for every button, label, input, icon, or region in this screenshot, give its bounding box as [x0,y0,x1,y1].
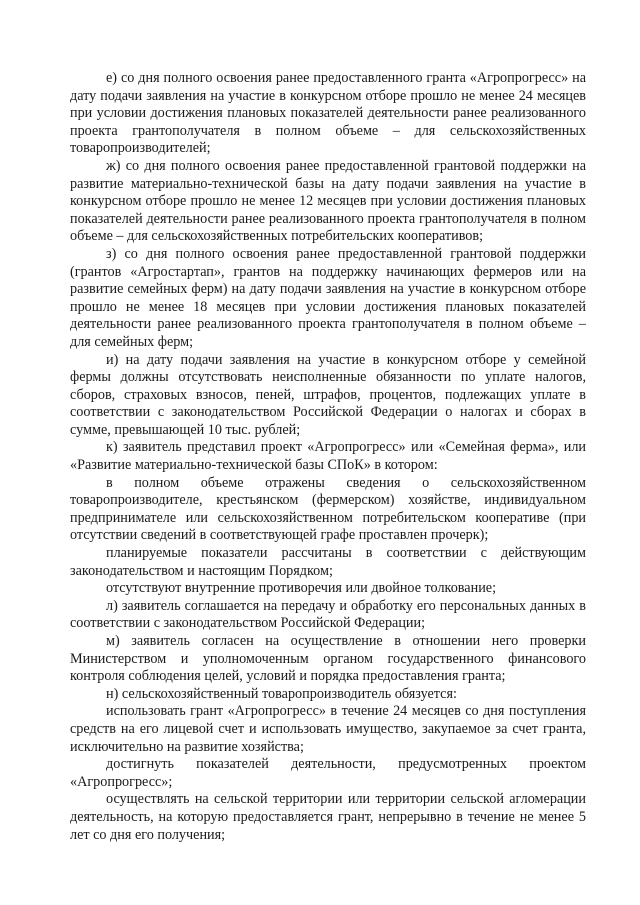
paragraph-n-item-3: осуществлять на сельской территории или территории сельской агломерации деятельность, на которую предоставляется грант, непрерывно в течение не менее 5 лет со дня его получения; [70,791,586,843]
paragraph-i: и) на дату подачи заявления на участие в конкурсном отборе у семейной фермы должны отсутствовать неисполненные обязанности по уплате налогов, сборов, страховых взносов, пеней, штрафов, процентов, подлежащих уплате в соответствии с законодательством Российской Федерации о налогах и сборах в сумме, превышающей 10 тыс. рублей; [70,351,586,438]
paragraph-z: з) со дня полного освоения ранее предоставленной грантовой поддержки (грантов «Агростартап», грантов на поддержку начинающих фермеров или на развитие семейных ферм) на дату подачи заявления на участие в конкурсном отборе прошло не менее 18 месяцев при условии достижения плановых показателей деятельности ранее реализованного проекта грантополучателя в полном объеме – для семейных ферм; [70,245,586,350]
paragraph-k-item-1: в полном объеме отражены сведения о сельскохозяйственном товаропроизводителе, крестьянском (фермерском) хозяйстве, индивидуальном предпринимателе или сельскохозяйственном потребительском кооперативе (при отсутствии сведений в соответствующей графе проставлен прочерк); [70,474,586,544]
paragraph-k-item-3: отсутствуют внутренние противоречия или двойное толкование; [106,580,497,597]
paragraph-n-item-2: достигнуть показателей деятельности, предусмотренных проектом «Агропрогресс»; [70,756,586,790]
paragraph-zh: ж) со дня полного освоения ранее предоставленной грантовой поддержки на развитие материально-технической базы на дату подачи заявления на участие в конкурсном отборе прошло не менее 12 месяцев при условии достижения плановых показателей деятельности ранее реализованного проекта грантополучателя в полном объеме – для сельскохозяйственных потребительских кооперативов; [70,157,586,245]
paragraph-n: н) сельскохозяйственный товаропроизводитель обязуется: [106,685,457,702]
paragraph-k-item-2: планируемые показатели рассчитаны в соответствии с действующим законодательством и настоящим Порядком; [70,545,586,579]
paragraph-k: к) заявитель представил проект «Агропрогресс» или «Семейная ферма», или «Развитие материально-технической базы СПоК» в котором: [70,439,586,474]
paragraph-l: л) заявитель соглашается на передачу и обработку его персональных данных в соответствии с законодательством Российской Федерации; [70,597,586,632]
paragraph-e: е) со дня полного освоения ранее предоставленного гранта «Агропрогресс» на дату подачи заявления на участие в конкурсном отборе прошло не менее 24 месяцев при условии достижения плановых показателей деятельности ранее реализованного проекта грантополучателя в полном объеме – для сельскохозяйственных товаропроизводителей; [70,70,586,157]
paragraph-n-item-1: использовать грант «Агропрогресс» в течение 24 месяцев со дня поступления средств на его лицевой счет и использовать имущество, закупаемое за счет гранта, исключительно на развитие хозяйства; [70,703,586,755]
paragraph-m: м) заявитель согласен на осуществление в отношении него проверки Министерством и уполномоченным органом государственного финансового контроля соблюдения целей, условий и порядка предоставления гранта; [70,633,586,685]
